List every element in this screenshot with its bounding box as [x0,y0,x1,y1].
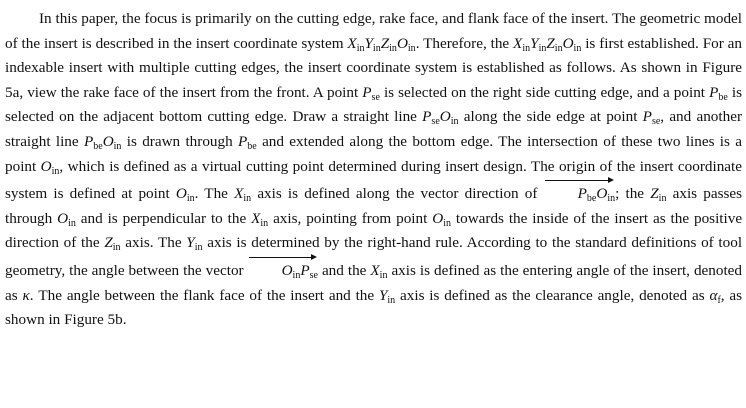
body-paragraph [5,7,742,333]
axis-yin-symbol: $Y_{in}$ [186,234,203,254]
text-run: along the side edge at point [463,108,638,126]
text-run: is first established. For an indexable insert with multiple cutting edges, the insert coordinate system is established as follows. As shown in Figure 5a, view the rake face of the insert from the front. A point [5,34,743,101]
point-pse-symbol: $P_{se}$ [362,83,380,103]
text-run: is selected on the adjacent bottom cutting edge. Draw a straight line [5,83,743,126]
text-run: axis is defined as the entering angle of the insert, denoted as [5,261,743,304]
coord-system-symbol: $X_{in}Y_{in}Z_{in}O_{in}$ [513,34,582,54]
point-oin-symbol: $O_{in}$ [175,185,195,205]
text-run: axis is defined along the vector direction of [257,185,538,203]
entering-angle-kappa-symbol: κ [22,286,30,304]
axis-zin-symbol: $Z_{in}$ [650,185,667,205]
axis-xin-symbol: $X_{in}$ [251,209,269,229]
line-pse-oin-symbol: $P_{se}O_{in}$ [422,108,459,128]
text-run: axis is determined by the right-hand rule. According to the standard definitions of tool geometry, the angle between the vector [5,234,743,279]
point-oin-symbol: $O_{in}$ [40,157,60,177]
text-run: ; the [615,185,645,203]
text-run: . Therefore, the [415,34,510,52]
text-run: axis. The [125,234,182,252]
point-pbe-symbol: $P_{be}$ [238,132,257,152]
text-run: axis is defined as the clearance angle, denoted as [400,286,705,304]
axis-xin-symbol: $X_{in}$ [234,185,252,205]
coord-system-symbol: $X_{in}Y_{in}Z_{in}O_{in}$ [347,34,416,54]
text-run: and is perpendicular to the [80,209,247,227]
text-run: and the [321,261,367,279]
text-run: , which is defined as a virtual cutting point determined during insert design. The origin of the insert coordinate system is defined at point [5,157,742,203]
text-run: and extended along the bottom edge. The intersection of these two lines is a point [5,132,742,175]
text-run: axis passes through [5,185,743,227]
text-run: . The angle between the flank face of the insert and the [29,286,375,304]
vector-pbe-oin-symbol: $P_{be}O_{in}$ [544,179,615,207]
text-run: , and another straight line [5,108,742,150]
text-run: towards the inside of the insert as the positive direction of the [5,209,743,252]
point-pse-symbol: $P_{se}$ [642,108,661,128]
text-run: . The [194,185,228,203]
axis-xin-symbol: $X_{in}$ [370,261,388,281]
text-run: , as shown in Figure 5b. [5,286,743,329]
axis-yin-symbol: $Y_{in}$ [378,286,396,306]
line-pbe-oin-symbol: $P_{be}O_{in}$ [83,132,122,152]
axis-zin-symbol: $Z_{in}$ [104,234,121,254]
vector-oin-pse-symbol: $O_{in}P_{se}$ [248,256,318,284]
text-run: is selected on the right side cutting edge, and a point [383,83,706,101]
clearance-angle-alpha-symbol: $\alpha_f$ [709,286,721,306]
point-oin-symbol: $O_{in}$ [57,209,76,229]
point-pbe-symbol: $P_{be}$ [709,83,728,103]
text-run: is drawn through [126,132,233,150]
text-run: In this paper, the focus is primarily on the cutting edge, rake face, and flank face of the insert. The geometric model of the insert is described in the insert coordinate system [5,10,742,52]
text-run: axis, pointing from point [273,209,428,227]
point-oin-symbol: $O_{in}$ [432,209,451,229]
